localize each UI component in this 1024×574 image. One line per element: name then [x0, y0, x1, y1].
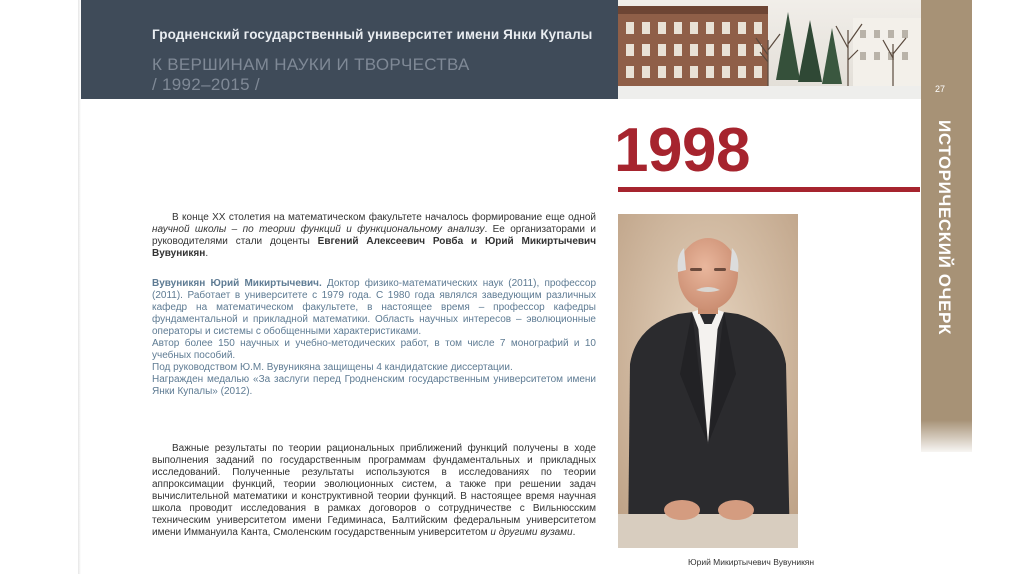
results-other-universities: и другими вузами [490, 527, 573, 538]
intro-school-name: научной школы – по теории функций и функциональному анализу [152, 224, 485, 235]
campus-illustration [618, 0, 921, 99]
intro-paragraph [152, 212, 596, 260]
campus-photo [618, 0, 921, 99]
side-tab-fade [921, 420, 972, 455]
intro-text-3: . [205, 248, 209, 259]
university-name: Гродненский государственный университет имени Янки Купалы [152, 27, 593, 42]
results-text-2: . [572, 527, 576, 538]
portrait-photo [618, 214, 798, 548]
biography-text: Доктор физико-математических наук (2011), профессор (2011). Работает в университете с 1979 года. С 1980 года являлся заведующим различных кафедр на математическом факультете, в настоящее время – профессор кафедры фундаментальной и прикладной математики. Область научных интересов – эволюционные операторы и системы с обобщенными характеристиками. [152, 278, 597, 337]
book-title-line-2: / 1992–2015 / [152, 75, 260, 94]
book-title-line-1: К ВЕРШИНАМ НАУКИ И ТВОРЧЕСТВА [152, 55, 470, 74]
intro-text-2: . Ее организаторами и руководителями стали доценты [152, 224, 596, 247]
portrait-illustration [618, 214, 798, 548]
results-paragraph [152, 443, 596, 539]
year-heading: 1998 [614, 116, 750, 185]
intro-text-1: В конце XX столетия на математическом факультете началось формирование еще одной [172, 212, 596, 223]
results-text-1: Важные результаты по теории рациональных приближений функций получены в ходе выполнения заданий по государственным программам фундаментальных и прикладных исследований. Полученные результаты используются в исследованиях по теории аппроксимации функций, теории эволюционных систем, а также при решении задач вычислительной математики и конструктивной теории функций. В настоящее время научная школа проводит исследования в рамках договоров о сотрудничестве с Вильнюсским техническим университетом имени Гедиминаса, Балтийским федеральным университетом имени Иммануила Канта, Смоленским государственным университетом [152, 443, 596, 538]
biography-main [152, 278, 596, 338]
biography-award: Награжден медалью «За заслуги перед Гродненским государственным университетом имени Янки Купалы» (2012). [152, 374, 596, 397]
biography-block [152, 278, 596, 398]
year-underline [618, 187, 920, 192]
intro-founders: Евгений Алексеевич Ровба и Юрий Микиртычевич Вувуникян [152, 236, 596, 259]
book-title [152, 55, 470, 95]
portrait-caption: Юрий Микиртычевич Вувуникян [688, 557, 815, 567]
biography-dissertations: Под руководством Ю.М. Вувуникяна защищены 4 кандидатские диссертации. [152, 362, 513, 373]
biography-name: Вувуникян Юрий Микиртычевич. [152, 278, 322, 289]
page-number: 27 [934, 84, 945, 94]
biography-publications: Автор более 150 научных и учебно-методических работ, в том числе 7 монографий и 10 учебных пособий. [152, 338, 596, 361]
section-label: ИСТОРИЧЕСКИЙ ОЧЕРК [935, 120, 954, 335]
